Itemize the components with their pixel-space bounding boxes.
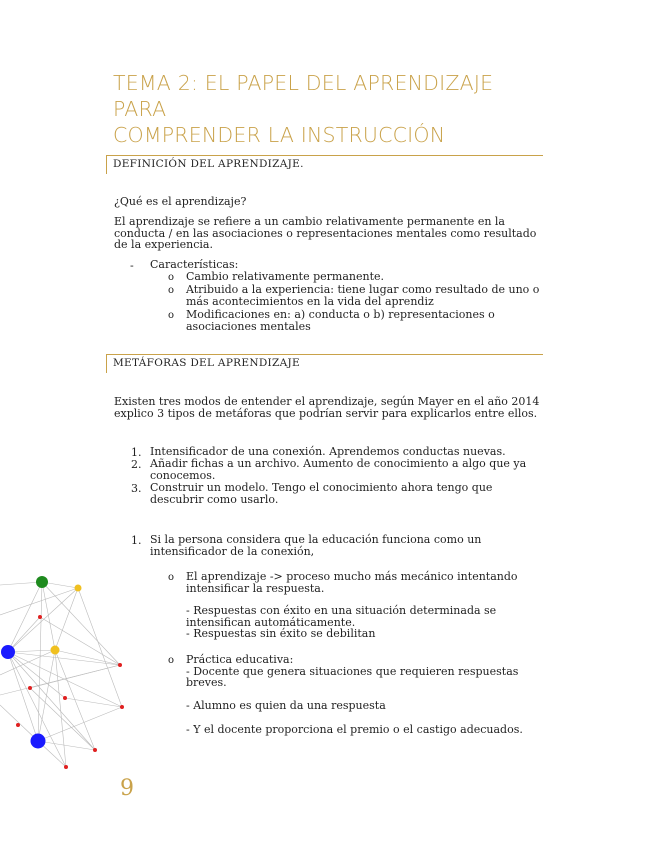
question: ¿Qué es el aprendizaje? [114,195,247,208]
definition-line: conducta / en las asociaciones o representaciones mentales como resultado [114,226,537,240]
page-number: 9 [120,776,134,801]
sub-line-docente: - Y el docente proporciona el premio o el castigo adecuados. [186,723,523,736]
section-heading-text: DEFINICIÓN DEL APRENDIZAJE. [113,158,304,170]
section-heading-metaforas [106,354,543,373]
characteristic-line: más acontecimientos en la vida del aprendiz [186,294,434,308]
definition-line: de la experiencia. [114,238,213,251]
list-line: descubrir como usarlo. [150,492,279,506]
characteristics-label: Características: [150,258,239,271]
network-node [51,646,60,655]
sub-item-detail [186,605,496,640]
characteristic-line: Cambio relativamente permanente. [186,270,384,283]
sub-line: Práctica educativa: [186,653,294,666]
network-node [1,645,15,659]
list-line: conocemos. [150,468,216,482]
sub-line: - Docente que genera situaciones que requieren respuestas [186,664,519,678]
network-node [63,696,67,700]
network-node [118,663,122,667]
network-decoration-graphic [0,555,140,775]
list-item [150,482,492,505]
list-item [150,446,506,458]
circle-bullet-icon: o [168,310,175,321]
characteristic-item [186,309,495,332]
sub-line-alumno: - Alumno es quien da una respuesta [186,699,386,712]
network-node [16,723,20,727]
title-line-2: COMPRENDER LA INSTRUCCIÓN [113,123,446,147]
dash-bullet: - [130,259,134,272]
sub-line: - Respuestas sin éxito se debilitan [186,627,376,640]
detail-line: intensificador de la conexión, [150,544,315,558]
sub-line: - Respuestas con éxito en una situación determinada se [186,604,497,617]
title-line-1: TEMA 2: EL PAPEL DEL APRENDIZAJE PARA [113,71,494,121]
circle-bullet-icon: o [168,572,175,583]
page-title [113,70,553,148]
network-node [31,734,46,749]
intro-paragraph [114,396,539,419]
list-line: Intensificador de una conexión. Aprendemos conductas nuevas. [150,445,506,458]
sub-line: breves. [186,676,227,689]
definition-paragraph [114,216,536,251]
detail-line: Si la persona considera que la educación funciona como un [150,533,482,546]
network-node [93,748,97,752]
list-number: 1. [131,534,142,547]
network-node [64,765,68,769]
characteristic-line: Atribuido a la experiencia: tiene lugar como resultado de uno o [186,283,540,296]
sub-item-practica [186,654,518,689]
list-number: 2. [131,458,142,471]
sub-item-aprendizaje [186,571,518,594]
list-line: Construir un modelo. Tengo el conocimiento ahora tengo que [150,481,493,494]
sub-line: El aprendizaje -> proceso mucho más mecánico intentando [186,570,518,583]
section-heading-text: METÁFORAS DEL APRENDIZAJE [113,357,300,369]
network-node [38,615,42,619]
list-item [150,458,526,481]
network-node [28,686,32,690]
network-node [36,576,48,588]
circle-bullet-icon: o [168,655,175,666]
list-line: Añadir fichas a un archivo. Aumento de conocimiento a algo que ya [150,457,527,470]
characteristic-line: Modificaciones en: a) conducta o b) representaciones o [186,308,495,321]
sub-line: intensificar la respuesta. [186,581,325,595]
sub-line: intensifican automáticamente. [186,615,356,629]
list-number: 3. [131,482,142,495]
intro-line: Existen tres modos de entender el aprendizaje, según Mayer en el año 2014 [114,395,540,408]
network-node [75,585,82,592]
characteristic-item [186,284,539,307]
network-node [120,705,124,709]
definition-line: El aprendizaje se refiere a un cambio relativamente permanente en la [114,215,505,228]
detail-item [150,534,481,557]
intro-line: explico 3 tipos de metáforas que podrían servir para explicarlos entre ellos. [114,406,538,420]
circle-bullet-icon: o [168,272,175,283]
circle-bullet-icon: o [168,285,175,296]
list-number: 1. [131,446,142,459]
section-heading-definicion [106,155,543,174]
characteristic-line: asociaciones mentales [186,319,311,333]
characteristic-item [186,271,384,283]
